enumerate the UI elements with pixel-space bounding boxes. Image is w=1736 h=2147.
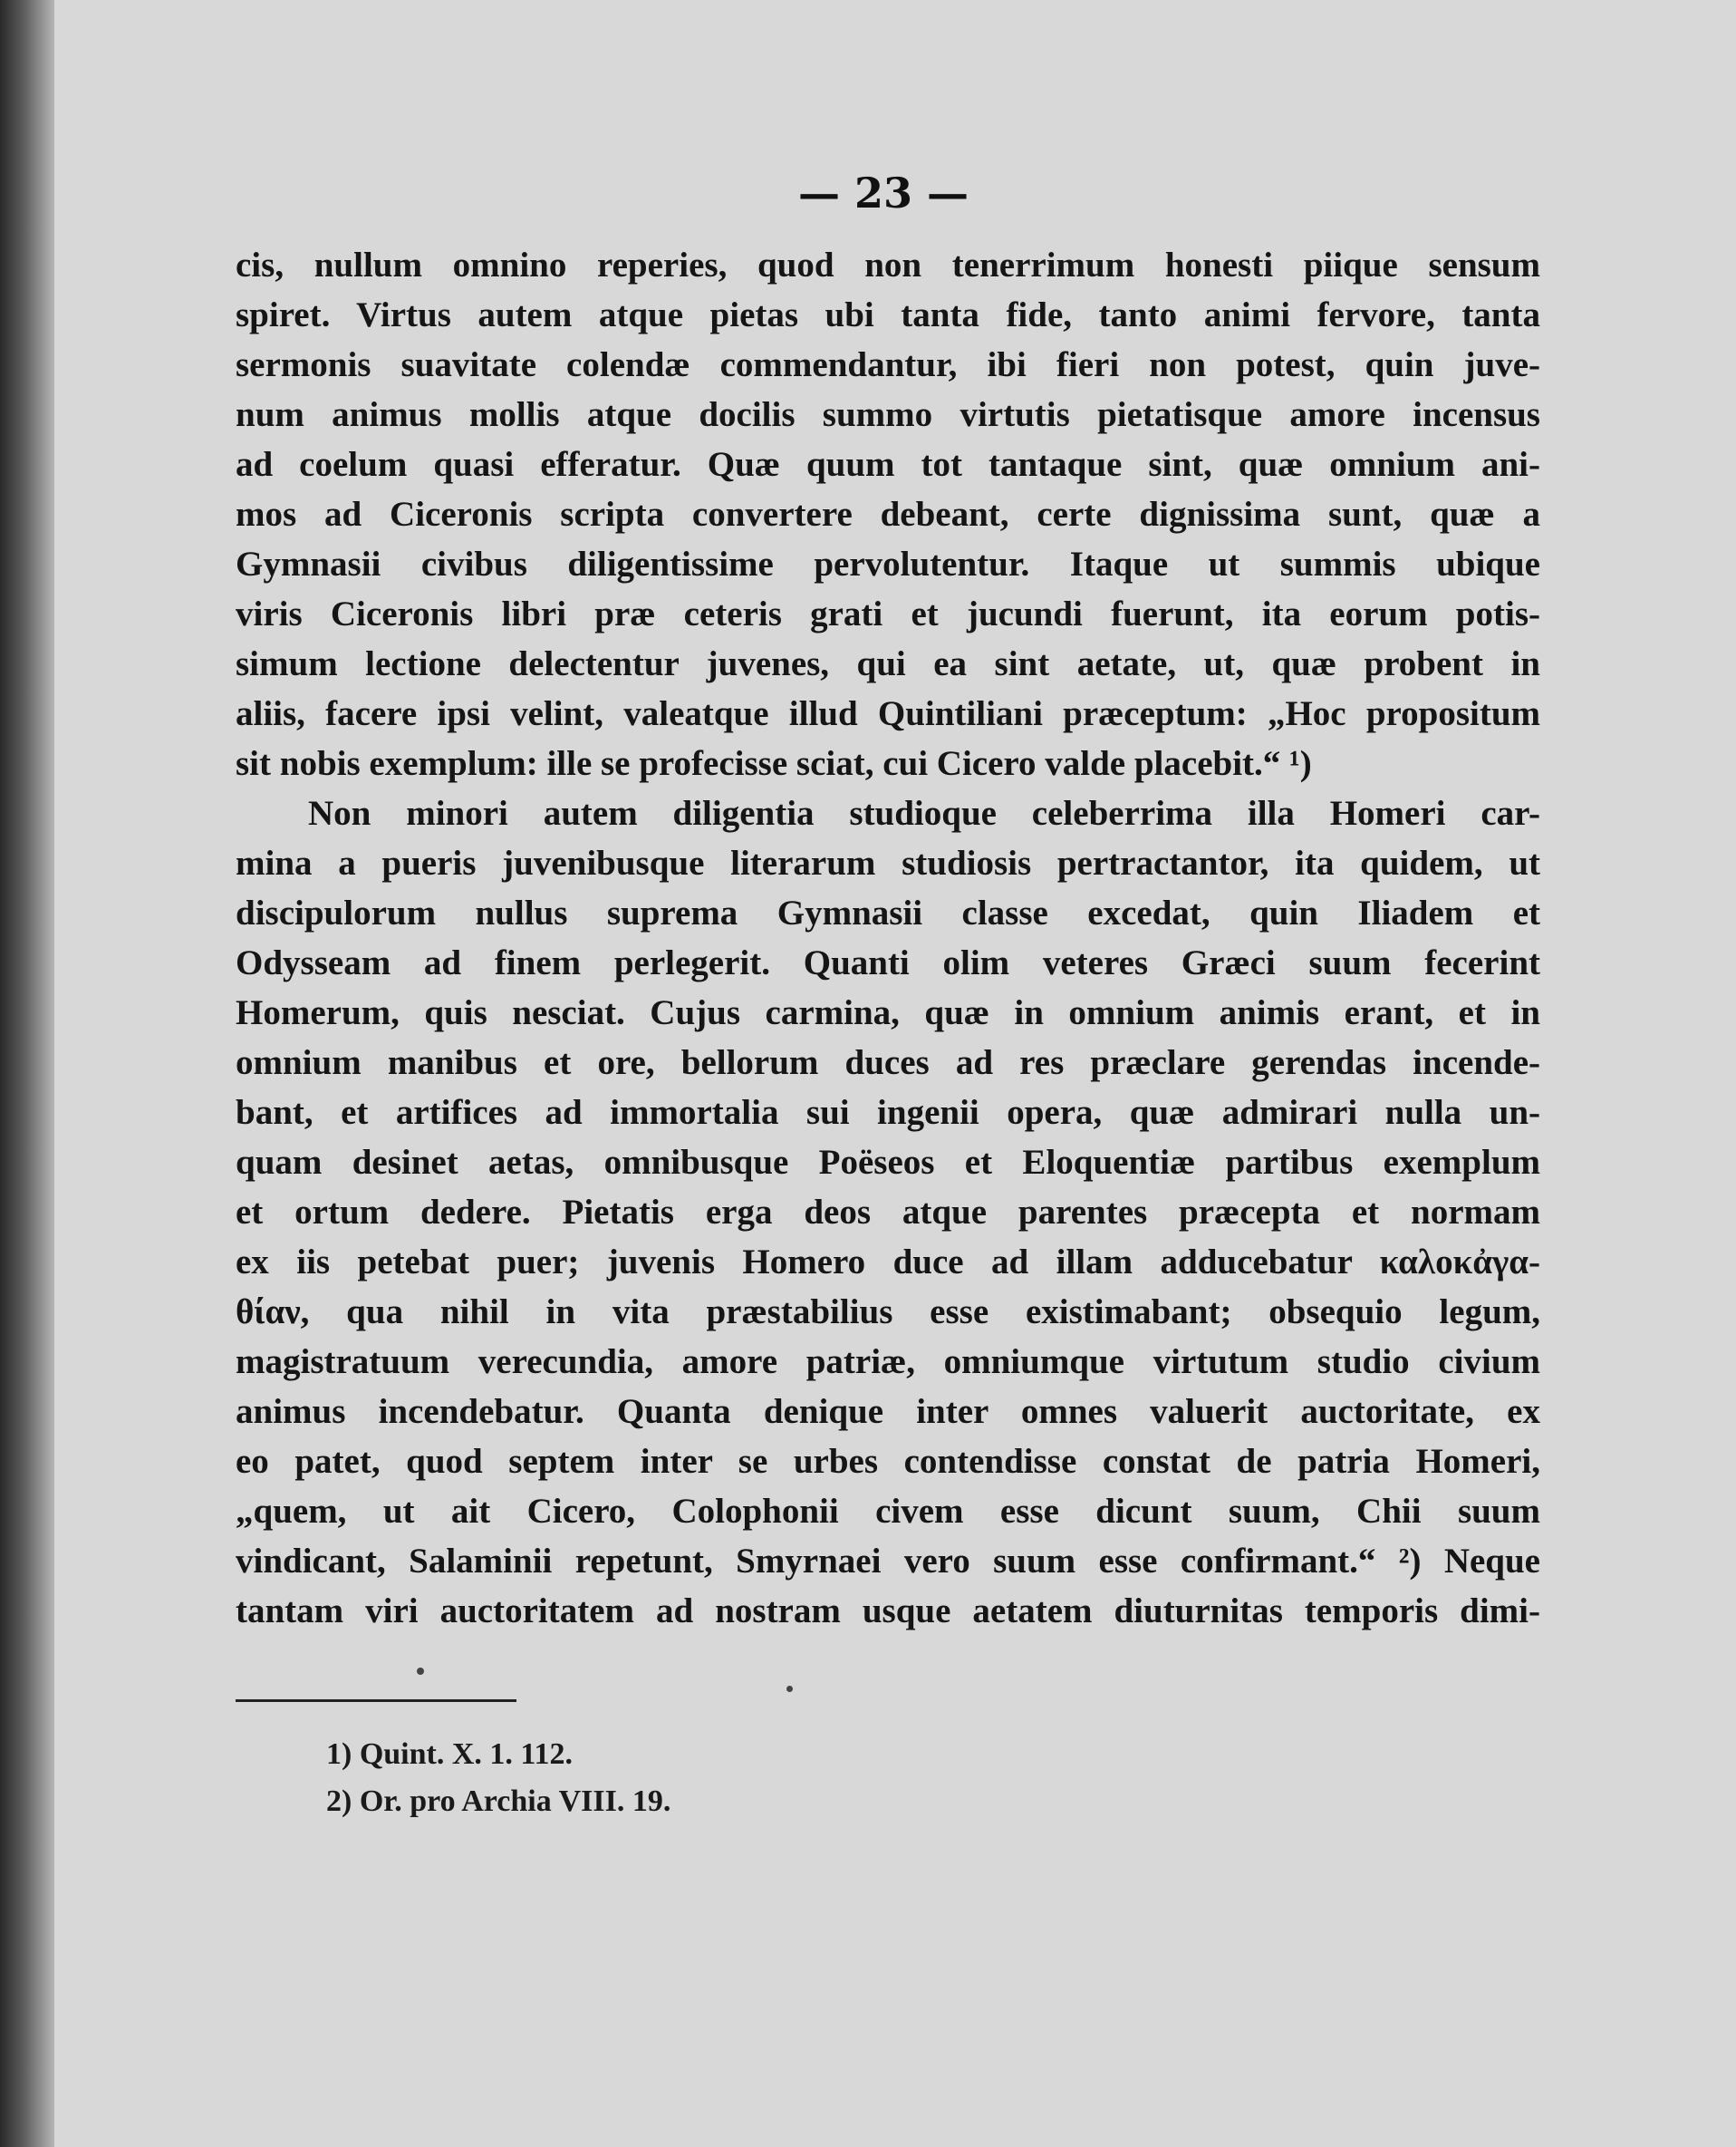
text-line: discipulorum nullus suprema Gymnasii classe excedat, quin Iliadem et <box>236 894 1540 933</box>
body-text <box>236 240 1540 1636</box>
text-line: num animus mollis atque docilis summo virtutis pietatisque amore incensus <box>236 395 1540 434</box>
text-line: ex iis petebat puer; juvenis Homero duce ad illam adducebatur καλοκἀγα- <box>236 1243 1540 1281</box>
text-line: sermonis suavitate colendæ commendantur, ibi fieri non potest, quin juve- <box>236 345 1540 384</box>
text-line: bant, et artifices ad immortalia sui ingenii opera, quæ admirari nulla un- <box>236 1093 1540 1132</box>
text-line: eo patet, quod septem inter se urbes contendisse constat de patria Homeri, <box>236 1442 1540 1481</box>
ink-speck <box>417 1668 424 1675</box>
text-line: aliis, facere ipsi velint, valeatque illud Quintiliani præceptum: „Hoc propositum <box>236 694 1540 733</box>
page-sheet <box>54 0 1736 2147</box>
text-line: mina a pueris juvenibusque literarum studiosis pertractantor, ita quidem, ut <box>236 844 1540 883</box>
footnote: 2) Or. pro Archia VIII. 19. <box>326 1784 671 1818</box>
text-line: simum lectione delectentur juvenes, qui ea sint aetate, ut, quæ probent in <box>236 644 1540 683</box>
text-line: cis, nullum omnino reperies, quod non tenerrimum honesti piique sensum <box>236 246 1540 285</box>
footnote-rule <box>236 1699 516 1702</box>
text-line: tantam viri auctoritatem ad nostram usque aetatem diuturnitas temporis dimi- <box>236 1591 1540 1630</box>
text-line: Odysseam ad finem perlegerit. Quanti olim veteres Græci suum fecerint <box>236 943 1540 982</box>
text-line: Non minori autem diligentia studioque celeberrima illa Homeri car- <box>308 794 1540 833</box>
text-line: quam desinet aetas, omnibusque Poëseos et Eloquentiæ partibus exemplum <box>236 1143 1540 1182</box>
text-line: sit nobis exemplum: ille se profecisse sciat, cui Cicero valde placebit.“ ¹) <box>236 744 1312 783</box>
text-line: animus incendebatur. Quanta denique inter omnes valuerit auctoritate, ex <box>236 1392 1540 1431</box>
footnote: 1) Quint. X. 1. 112. <box>326 1737 574 1771</box>
text-line: spiret. Virtus autem atque pietas ubi tanta fide, tanto animi fervore, tanta <box>236 295 1540 334</box>
ink-speck <box>786 1686 793 1692</box>
page-number-header: — 23 — <box>797 169 969 218</box>
text-line: omnium manibus et ore, bellorum duces ad res præclare gerendas incende- <box>236 1043 1540 1082</box>
text-line: magistratuum verecundia, amore patriæ, omniumque virtutum studio civium <box>236 1342 1540 1381</box>
text-line: θίαν, qua nihil in vita præstabilius esse existimabant; obsequio legum, <box>236 1292 1540 1331</box>
text-line: et ortum dedere. Pietatis erga deos atque parentes præcepta et normam <box>236 1193 1540 1232</box>
text-line: mos ad Ciceronis scripta convertere debeant, certe dignissima sunt, quæ a <box>236 495 1540 534</box>
text-line: „quem, ut ait Cicero, Colophonii civem esse dicunt suum, Chii suum <box>236 1492 1540 1531</box>
text-line: vindicant, Salaminii repetunt, Smyrnaei vero suum esse confirmant.“ ²) Neque <box>236 1542 1540 1581</box>
text-line: ad coelum quasi efferatur. Quæ quum tot tantaque sint, quæ omnium ani- <box>236 445 1540 484</box>
text-line: Homerum, quis nesciat. Cujus carmina, quæ in omnium animis erant, et in <box>236 993 1540 1032</box>
text-line: viris Ciceronis libri præ ceteris grati et jucundi fuerunt, ita eorum potis- <box>236 595 1540 633</box>
text-line: Gymnasii civibus diligentissime pervolutentur. Itaque ut summis ubique <box>236 545 1540 584</box>
footnotes <box>326 1731 960 1825</box>
